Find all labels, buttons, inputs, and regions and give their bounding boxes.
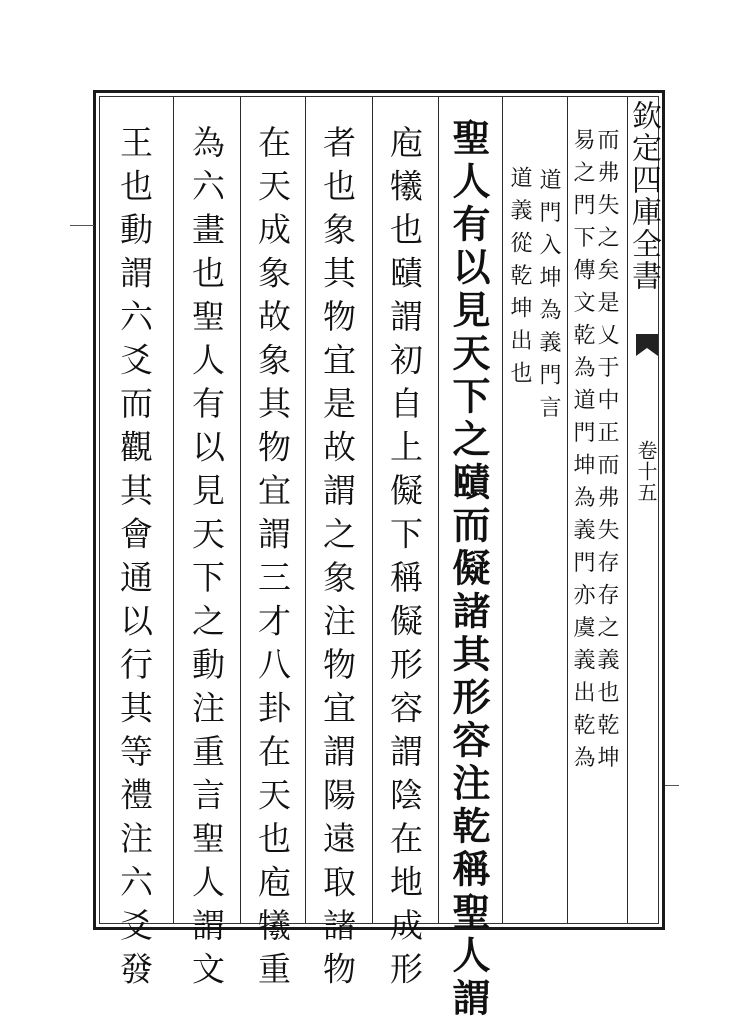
column-rule (438, 97, 439, 923)
annotation-column: 而弗失之矣是乂于中正而弗失存存之義也乾坤 (594, 128, 619, 778)
column-rule (305, 97, 306, 923)
margin-tick (665, 785, 679, 786)
annotation-text-column: 在天成象故象其物宜謂三才八卦在天也庖犧重 (253, 125, 292, 995)
annotation-column: 道門入坤為義門言 (536, 168, 561, 428)
column-rule (567, 97, 568, 923)
annotation-column: 道義從乾坤出也 (507, 166, 532, 394)
column-rule (240, 97, 241, 923)
annotation-text-column: 庖犧也賾謂初自上儗下稱儗形容謂陰在地成形 (385, 125, 424, 995)
mixed-text-column: 者也象其物宜是故謂之象注物宜謂陽遠取諸物 (318, 125, 357, 995)
mixed-text-column: 為六畫也聖人有以見天下之動注重言聖人謂文 (187, 125, 226, 995)
column-rule (173, 97, 174, 923)
fish-tail-icon (634, 330, 660, 360)
column-rule (502, 97, 503, 923)
margin-tick (70, 225, 94, 226)
book-title: 欽定四庫全書 (626, 100, 661, 292)
column-rule (372, 97, 373, 923)
mixed-text-column: 王也動謂六爻而觀其會通以行其等禮注六爻發 (115, 125, 154, 995)
main-text-column: 聖人有以見天下之賾而儗諸其形容注乾稱聖人謂 (446, 118, 491, 1021)
annotation-column: 易之門下傳文乾為道門坤為義門亦虞義出乾為 (570, 128, 595, 778)
volume-label: 卷十五 (634, 440, 658, 503)
